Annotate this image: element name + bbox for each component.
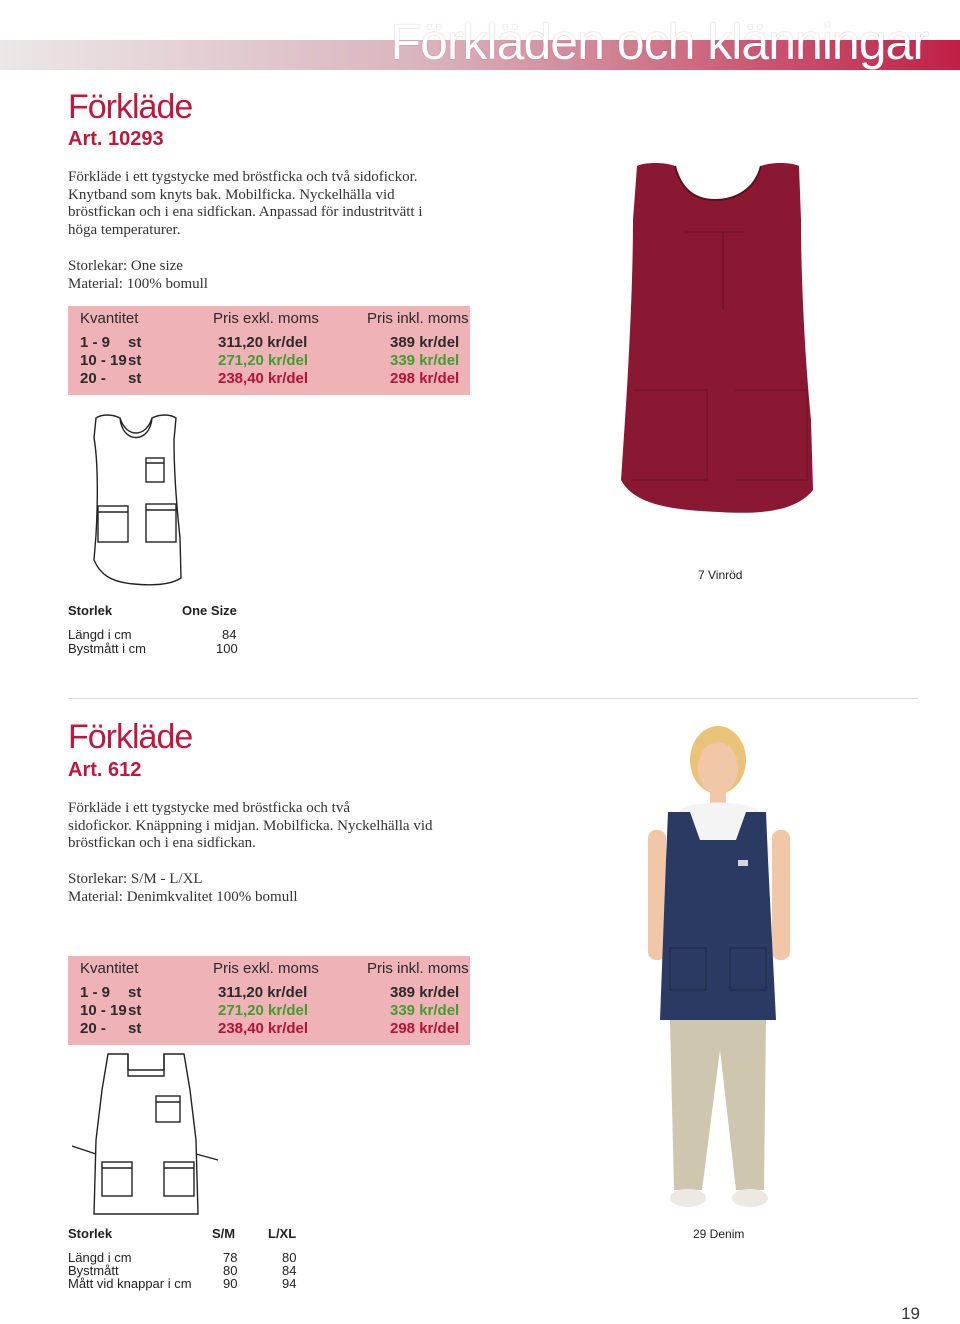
- product-2-specs: [68, 871, 298, 906]
- size-header-value: L/XL: [268, 1226, 297, 1241]
- price-row: [68, 1002, 470, 1020]
- price-row: [68, 352, 470, 370]
- product-1-size-table: [68, 604, 248, 664]
- price-row: [68, 1020, 470, 1038]
- qty-unit: st: [128, 334, 142, 351]
- size-row-value: 94: [282, 1276, 297, 1291]
- product-1-color-caption: 7 Vinröd: [698, 568, 743, 582]
- description-line: sidofickor. Knäppning i midjan. Mobilficka. Nyckelhälla vid: [68, 817, 433, 834]
- qty-range: 20 -: [80, 370, 106, 387]
- product-2-size-table: [68, 1227, 308, 1293]
- qty-range: 20 -: [80, 1020, 106, 1037]
- size-row-label: Mått vid knappar i cm: [68, 1276, 192, 1291]
- price-excl: 271,20 kr/del: [218, 1002, 309, 1019]
- product-2-price-table: [68, 956, 470, 1045]
- price-excl: 238,40 kr/del: [218, 1020, 309, 1037]
- price-incl: 298 kr/del: [390, 370, 460, 387]
- price-table-header: [68, 310, 470, 328]
- material-line: Material: Denimkvalitet 100% bomull: [68, 888, 298, 905]
- size-header-value: One Size: [182, 603, 237, 618]
- qty-range: 10 - 19: [80, 352, 127, 369]
- price-incl: 298 kr/del: [390, 1020, 460, 1037]
- description-line: bröstfickan och i ena sidfickan.: [68, 835, 256, 851]
- price-table-header: [68, 960, 470, 978]
- product-1-photo: [615, 160, 825, 550]
- product-1-description: [68, 169, 423, 239]
- qty-range: 10 - 19: [80, 1002, 127, 1019]
- header-quantity: Kvantitet: [80, 960, 139, 977]
- size-row-value: 90: [223, 1276, 238, 1291]
- size-row-value: 80: [282, 1250, 297, 1265]
- price-row: [68, 334, 470, 352]
- product-1-specs: [68, 258, 208, 293]
- header-price-excl: Pris exkl. moms: [213, 960, 319, 977]
- size-header-label: Storlek: [68, 603, 113, 618]
- product-1-price-table: [68, 306, 470, 395]
- header-price-incl: Pris inkl. moms: [367, 960, 469, 977]
- description-line: Förkläde i ett tygstycke med bröstficka och två sidofickor.: [68, 169, 418, 185]
- size-row-value: 78: [223, 1250, 238, 1265]
- qty-unit: st: [128, 984, 142, 1001]
- price-incl: 389 kr/del: [390, 334, 460, 351]
- qty-unit: st: [128, 1020, 142, 1037]
- price-row: [68, 370, 470, 388]
- sizes-line: Storlekar: S/M - L/XL: [68, 871, 203, 887]
- price-excl: 311,20 kr/del: [218, 334, 308, 351]
- description-line: Knytband som knyts bak. Mobilficka. Nyckelhälla vid: [68, 186, 395, 203]
- price-excl: 271,20 kr/del: [218, 352, 309, 369]
- size-row-label: Bystmått: [68, 1263, 119, 1278]
- product-2-description: [68, 800, 433, 853]
- price-incl: 339 kr/del: [390, 352, 460, 369]
- product-2-photo: [640, 720, 810, 1215]
- size-header-value: S/M: [212, 1226, 236, 1241]
- section-divider: [68, 698, 918, 699]
- price-incl: 389 kr/del: [390, 984, 460, 1001]
- qty-unit: st: [128, 352, 142, 369]
- size-row-value: 84: [282, 1263, 297, 1278]
- product-1-art-number: Art. 10293: [68, 128, 164, 150]
- size-row-label: Bystmått i cm: [68, 641, 147, 656]
- price-incl: 339 kr/del: [390, 1002, 460, 1019]
- qty-range: 1 - 9: [80, 984, 111, 1001]
- size-row-value: 100: [216, 641, 238, 656]
- product-2-title: Förkläde: [68, 718, 193, 756]
- price-excl: 238,40 kr/del: [218, 370, 309, 387]
- sizes-line: Storlekar: One size: [68, 258, 183, 274]
- size-row-value: 84: [222, 627, 237, 642]
- product-2-art-number: Art. 612: [68, 759, 142, 781]
- page-title: Förkläden och klänningar: [390, 14, 928, 70]
- size-row-label: Längd i cm: [68, 627, 132, 642]
- description-line: bröstfickan och i ena sidfickan. Anpassad för industritvätt i: [68, 204, 423, 220]
- qty-range: 1 - 9: [80, 334, 111, 351]
- size-row-label: Längd i cm: [68, 1250, 132, 1265]
- product-2-color-caption: 29 Denim: [693, 1227, 745, 1241]
- product-2-line-drawing: [72, 1050, 222, 1220]
- product-1-line-drawing: [80, 410, 190, 590]
- product-1-title: Förkläde: [68, 88, 193, 126]
- header-quantity: Kvantitet: [80, 310, 139, 327]
- price-excl: 311,20 kr/del: [218, 984, 308, 1001]
- size-header-label: Storlek: [68, 1226, 113, 1241]
- size-row-value: 80: [223, 1263, 238, 1278]
- header-price-incl: Pris inkl. moms: [367, 310, 469, 327]
- page-number: 19: [901, 1304, 920, 1323]
- material-line: Material: 100% bomull: [68, 275, 208, 292]
- qty-unit: st: [128, 1002, 142, 1019]
- description-line: höga temperaturer.: [68, 221, 181, 238]
- description-line: Förkläde i ett tygstycke med bröstficka och två: [68, 800, 351, 816]
- qty-unit: st: [128, 370, 142, 387]
- price-row: [68, 984, 470, 1002]
- header-price-excl: Pris exkl. moms: [213, 310, 319, 327]
